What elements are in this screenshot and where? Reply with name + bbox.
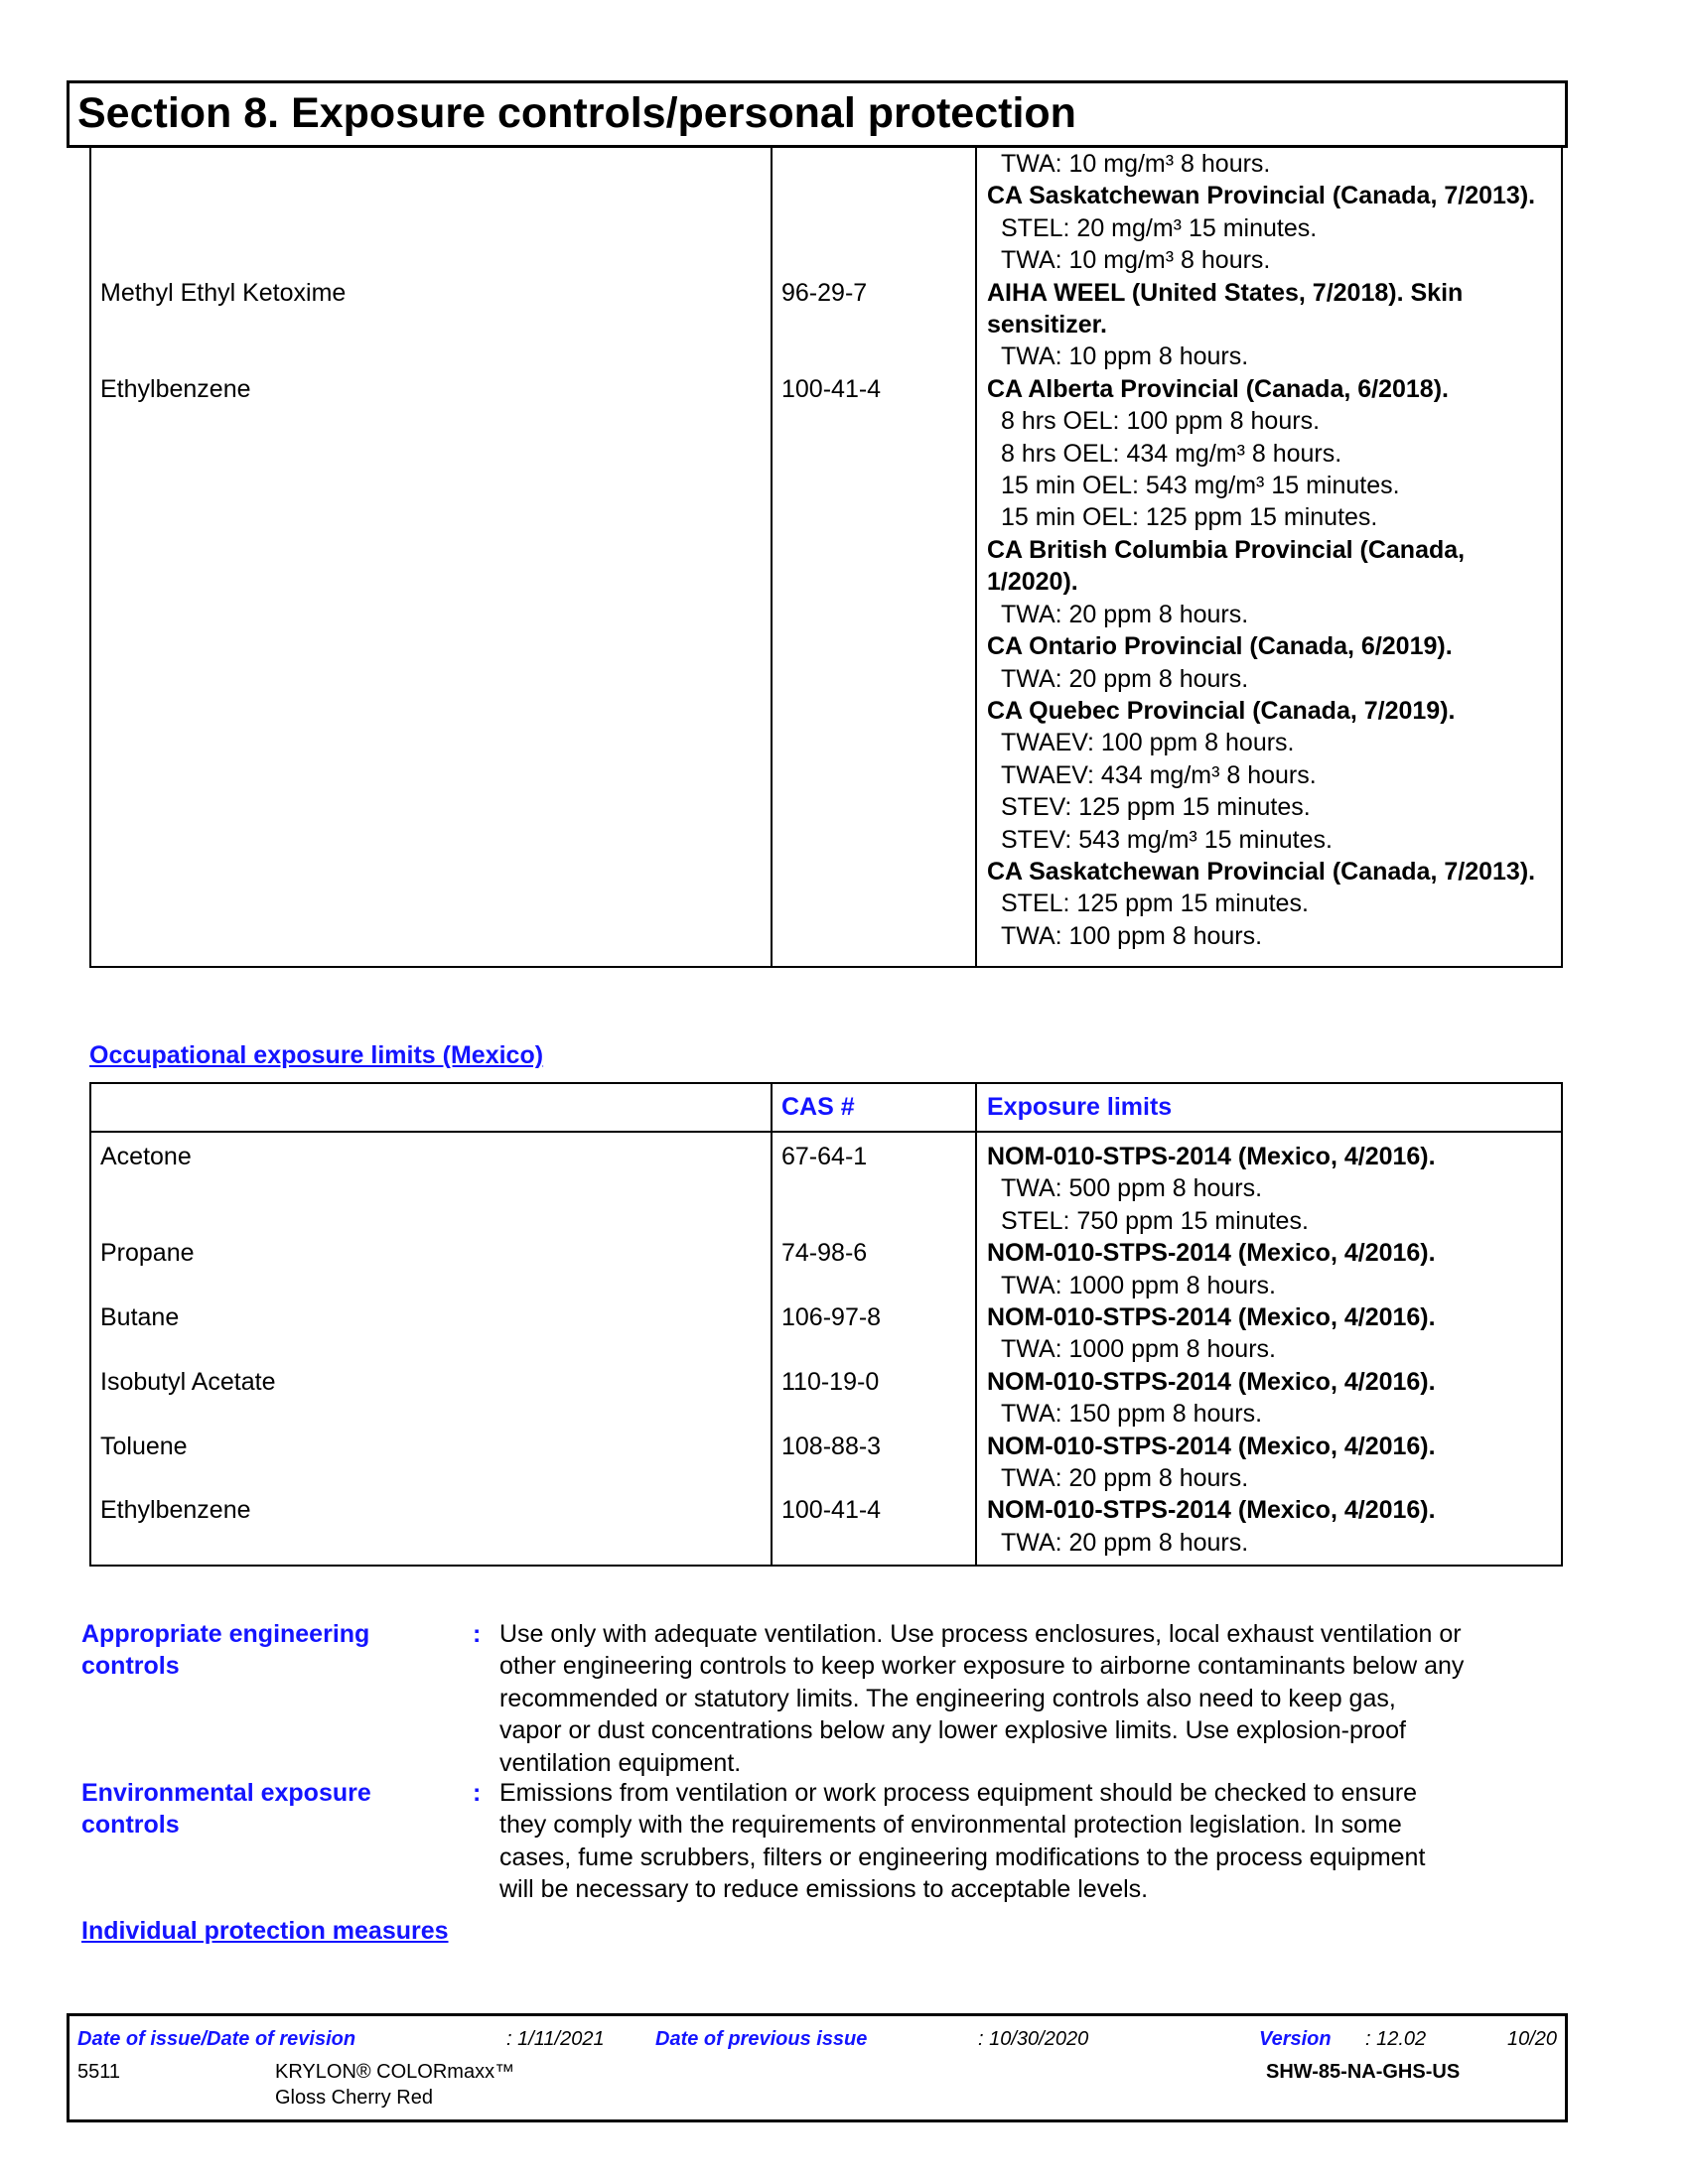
exposure-limits-table-continued	[89, 146, 1563, 968]
cas-number: 108-88-3	[773, 1431, 977, 1495]
exposure-limits-cell	[977, 1431, 1561, 1495]
limit-value: TWAEV: 100 ppm 8 hours.	[1001, 729, 1295, 757]
cas-number: 67-64-1	[773, 1133, 977, 1237]
version-value: : 12.02	[1365, 2028, 1427, 2050]
exposure-limits-cell	[977, 146, 1561, 277]
substance-name: Ethylbenzene	[91, 373, 773, 966]
text-line: will be necessary to reduce emissions to acceptable levels.	[499, 1875, 1149, 1904]
limit-value: TWA: 10 ppm 8 hours.	[1001, 342, 1249, 371]
substance-name	[91, 146, 773, 277]
section-title-box	[67, 80, 1568, 148]
page-number: 10/20	[1507, 2028, 1558, 2050]
text-line: Use only with adequate ventilation. Use process enclosures, local exhaust ventilation or	[499, 1620, 1462, 1648]
regulation-name: CA Alberta Provincial (Canada, 6/2018).	[987, 374, 1449, 403]
engineering-controls-text	[499, 1618, 1464, 1779]
table-row	[91, 1431, 1561, 1495]
text-line: vapor or dust concentrations below any lower explosive limits. Use explosion-proof	[499, 1716, 1406, 1745]
product-name-line2: Gloss Cherry Red	[275, 2087, 433, 2109]
cas-number	[773, 146, 977, 277]
table-header-row	[91, 1084, 1561, 1133]
table-row	[91, 146, 1561, 277]
environmental-controls-text	[499, 1777, 1425, 1906]
limit-value: TWA: 100 ppm 8 hours.	[1001, 921, 1263, 950]
cas-number: 106-97-8	[773, 1301, 977, 1366]
colon: :	[473, 1779, 482, 1807]
regulation-name: CA Saskatchewan Provincial (Canada, 7/2013).	[987, 857, 1536, 886]
limit-value: TWA: 500 ppm 8 hours.	[1001, 1174, 1263, 1203]
substance-name: Ethylbenzene	[91, 1494, 773, 1565]
engineering-controls-label	[81, 1618, 409, 1683]
regulation-name: CA Quebec Provincial (Canada, 7/2019).	[987, 696, 1456, 725]
limit-value: 15 min OEL: 543 mg/m³ 15 minutes.	[1001, 472, 1400, 500]
regulation-name: CA British Columbia Provincial (Canada, 1/2020).	[987, 535, 1466, 597]
regulation-name: NOM-010-STPS-2014 (Mexico, 4/2016).	[987, 1143, 1436, 1170]
exposure-limits-cell	[977, 1366, 1561, 1431]
label-line: Appropriate engineering	[81, 1620, 370, 1648]
regulation-name: NOM-010-STPS-2014 (Mexico, 4/2016).	[987, 1432, 1436, 1460]
limit-value: STEL: 20 mg/m³ 15 minutes.	[1001, 213, 1318, 242]
regulation-name: AIHA WEEL (United States, 7/2018). Skin sensitizer.	[987, 278, 1464, 340]
limit-value: TWA: 20 ppm 8 hours.	[1001, 600, 1249, 628]
mexico-limits-heading[interactable]: Occupational exposure limits (Mexico)	[89, 1041, 544, 1069]
table-row	[91, 277, 1561, 373]
text-line: they comply with the requirements of environmental protection legislation. In some	[499, 1811, 1402, 1840]
previous-issue-label: Date of previous issue	[655, 2028, 868, 2050]
regulation-name: NOM-010-STPS-2014 (Mexico, 4/2016).	[987, 1496, 1436, 1525]
header-name-cell	[91, 1084, 773, 1131]
table-row	[91, 1494, 1561, 1565]
limit-value: TWA: 1000 ppm 8 hours.	[1001, 1271, 1276, 1299]
limit-value: 8 hrs OEL: 100 ppm 8 hours.	[1001, 407, 1321, 436]
text-line: Emissions from ventilation or work process equipment should be checked to ensure	[499, 1779, 1418, 1807]
colon: :	[473, 1620, 482, 1648]
product-name-line1: KRYLON® COLORmaxx™	[275, 2061, 515, 2083]
text-line: ventilation equipment.	[499, 1748, 742, 1777]
limit-value: TWA: 10 mg/m³ 8 hours.	[1001, 246, 1271, 275]
cas-number: 74-98-6	[773, 1237, 977, 1301]
limit-value: TWA: 10 mg/m³ 8 hours.	[1001, 150, 1271, 178]
cas-number: 100-41-4	[773, 373, 977, 966]
limit-value: TWA: 20 ppm 8 hours.	[1001, 1528, 1249, 1557]
page-footer	[67, 2013, 1568, 2122]
regulation-name: NOM-010-STPS-2014 (Mexico, 4/2016).	[987, 1367, 1436, 1396]
exposure-limits-cell	[977, 1133, 1561, 1237]
limit-value: STEL: 750 ppm 15 minutes.	[1001, 1206, 1309, 1235]
label-line: Environmental exposure	[81, 1779, 371, 1807]
limit-value: 8 hrs OEL: 434 mg/m³ 8 hours.	[1001, 439, 1342, 468]
label-line: controls	[81, 1652, 180, 1681]
substance-name: Methyl Ethyl Ketoxime	[91, 277, 773, 373]
regulation-name: CA Saskatchewan Provincial (Canada, 7/2013).	[987, 182, 1536, 210]
exposure-limits-cell	[977, 373, 1561, 966]
text-line: recommended or statutory limits. The engineering controls also need to keep gas,	[499, 1684, 1396, 1712]
text-line: other engineering controls to keep worker exposure to airborne contaminants below any	[499, 1652, 1465, 1681]
substance-name: Toluene	[91, 1431, 773, 1495]
text-line: cases, fume scrubbers, filters or engineering modifications to the process equipment	[499, 1843, 1426, 1871]
header-exposure-limits: Exposure limits	[987, 1093, 1173, 1121]
environmental-controls-label	[81, 1777, 409, 1842]
individual-protection-heading[interactable]: Individual protection measures	[81, 1917, 449, 1945]
table-row	[91, 1133, 1561, 1237]
substance-name: Butane	[91, 1301, 773, 1366]
cas-number: 96-29-7	[773, 277, 977, 373]
table-row	[91, 1366, 1561, 1431]
substance-name: Isobutyl Acetate	[91, 1366, 773, 1431]
regulation-name: NOM-010-STPS-2014 (Mexico, 4/2016).	[987, 1303, 1436, 1332]
document-id: SHW-85-NA-GHS-US	[1266, 2061, 1461, 2083]
limit-value: TWAEV: 434 mg/m³ 8 hours.	[1001, 760, 1317, 789]
substance-name: Acetone	[91, 1133, 773, 1237]
issue-date-label: Date of issue/Date of revision	[77, 2028, 356, 2050]
header-cas: CAS #	[773, 1084, 977, 1131]
table-row	[91, 1301, 1561, 1366]
limit-value: TWA: 20 ppm 8 hours.	[1001, 664, 1249, 693]
exposure-limits-cell	[977, 277, 1561, 373]
limit-value: STEV: 543 mg/m³ 15 minutes.	[1001, 825, 1333, 854]
mexico-limits-table	[89, 1082, 1563, 1567]
product-code: 5511	[77, 2061, 121, 2083]
label-line: controls	[81, 1811, 180, 1840]
substance-name: Propane	[91, 1237, 773, 1301]
limit-value: TWA: 20 ppm 8 hours.	[1001, 1464, 1249, 1493]
version-label: Version	[1259, 2028, 1332, 2050]
regulation-name: CA Ontario Provincial (Canada, 6/2019).	[987, 632, 1453, 661]
issue-date-value: : 1/11/2021	[506, 2028, 605, 2050]
section-title: Section 8. Exposure controls/personal protection	[77, 89, 1076, 137]
table-row	[91, 1237, 1561, 1301]
table-row	[91, 373, 1561, 966]
previous-issue-value: : 10/30/2020	[978, 2028, 1089, 2050]
limit-value: TWA: 1000 ppm 8 hours.	[1001, 1335, 1276, 1364]
limit-value: 15 min OEL: 125 ppm 15 minutes.	[1001, 503, 1378, 532]
exposure-limits-cell	[977, 1237, 1561, 1301]
exposure-limits-cell	[977, 1494, 1561, 1565]
regulation-name: NOM-010-STPS-2014 (Mexico, 4/2016).	[987, 1239, 1436, 1268]
cas-number: 100-41-4	[773, 1494, 977, 1565]
limit-value: STEL: 125 ppm 15 minutes.	[1001, 889, 1309, 918]
cas-number: 110-19-0	[773, 1366, 977, 1431]
limit-value: TWA: 150 ppm 8 hours.	[1001, 1400, 1263, 1429]
limit-value: STEV: 125 ppm 15 minutes.	[1001, 793, 1311, 822]
exposure-limits-cell	[977, 1301, 1561, 1366]
